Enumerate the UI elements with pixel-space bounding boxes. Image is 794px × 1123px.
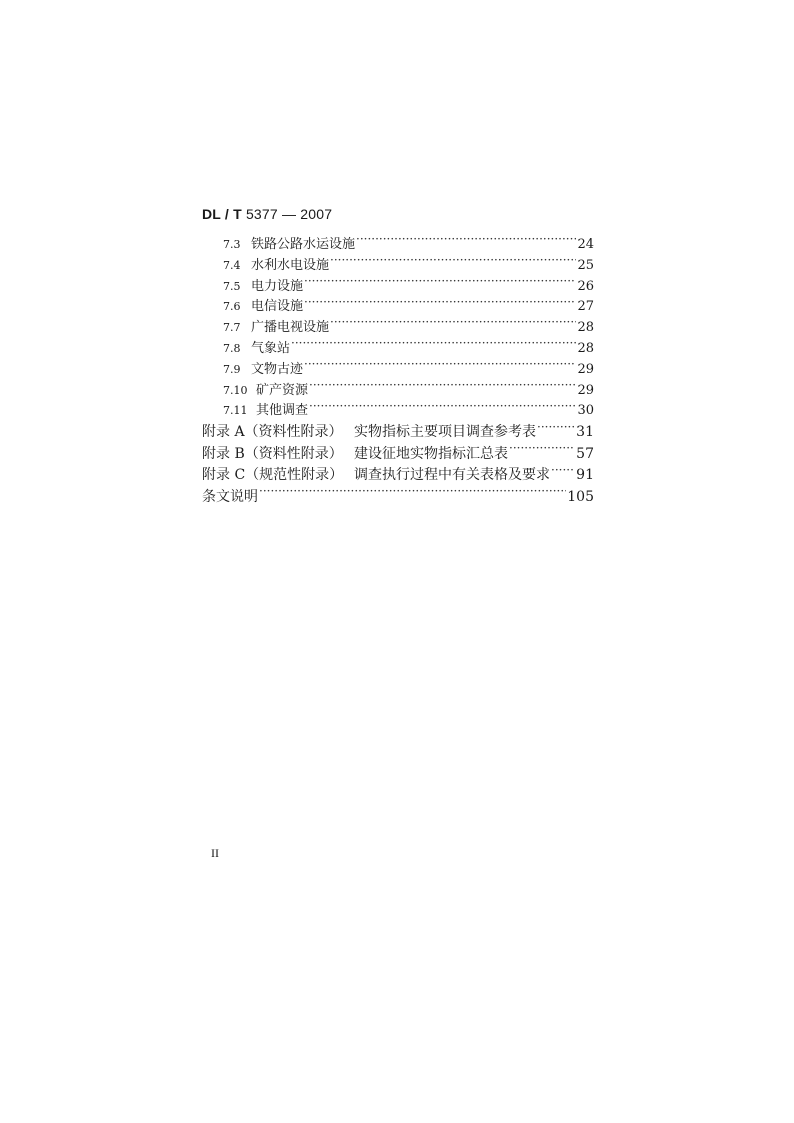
toc-dot-leader: [551, 465, 575, 479]
table-of-contents: [202, 235, 594, 508]
toc-section-number: 7.3: [223, 238, 241, 251]
toc-section-title: 电力设施: [251, 278, 304, 294]
toc-page-number: 24: [577, 237, 594, 252]
toc-page-number: 26: [577, 278, 594, 294]
toc-entry-7-10[interactable]: [202, 381, 594, 402]
toc-dot-leader: [304, 360, 576, 373]
toc-entry-7-5[interactable]: [202, 277, 594, 298]
toc-entry-7-9[interactable]: [202, 360, 594, 381]
toc-entry-appendix-a[interactable]: [202, 422, 594, 444]
toc-page-number: 25: [577, 257, 594, 273]
toc-page-number: 27: [577, 299, 594, 315]
toc-section-number: 7.7: [223, 321, 241, 335]
toc-page-number: 29: [577, 382, 594, 398]
toc-explanation-title: 条文说明: [202, 488, 258, 505]
toc-entry-explanation[interactable]: [202, 487, 594, 509]
toc-section-title: 广播电视设施: [251, 320, 330, 336]
toc-entry-7-3[interactable]: [202, 235, 594, 256]
toc-page-number: 91: [576, 467, 594, 484]
toc-appendix-title: 实物指标主要项目调查参考表: [354, 424, 536, 441]
toc-entry-7-11[interactable]: [202, 401, 594, 422]
toc-section-number: 7.4: [223, 258, 241, 272]
toc-dot-leader: [304, 277, 576, 290]
toc-section-title: 水利水电设施: [251, 257, 330, 273]
toc-section-title: 其他调查: [256, 403, 309, 419]
toc-section-number: 7.8: [223, 341, 241, 355]
toc-section-number: 7.10: [223, 383, 248, 397]
toc-appendix-title: 调查执行过程中有关表格及要求: [354, 467, 550, 484]
toc-section-number: 7.6: [223, 300, 241, 314]
toc-page-number: 29: [577, 361, 594, 377]
toc-section-title: 电信设施: [251, 299, 304, 315]
toc-dot-leader: [537, 422, 575, 436]
toc-dot-leader: [309, 401, 576, 414]
toc-entry-appendix-b[interactable]: [202, 444, 594, 466]
toc-page-number: 105: [567, 488, 594, 505]
toc-entry-7-8[interactable]: [202, 339, 594, 360]
standard-code: [202, 206, 332, 222]
toc-dot-leader: [309, 381, 576, 394]
toc-dot-leader: [509, 444, 575, 458]
toc-dot-leader: [259, 487, 566, 501]
toc-page-number: 28: [577, 340, 594, 356]
toc-appendix-label: 附录 A（资料性附录）: [202, 424, 343, 441]
toc-appendix-label: 附录 B（资料性附录）: [202, 445, 343, 462]
toc-page-number: 31: [576, 424, 594, 441]
toc-appendix-label: 附录 C（规范性附录）: [202, 467, 344, 484]
toc-section-title: 气象站: [251, 340, 291, 356]
standard-code-prefix: DL / T: [202, 206, 242, 222]
toc-appendix-title: 建设征地实物指标汇总表: [354, 445, 508, 462]
toc-section-number: 7.11: [223, 404, 248, 418]
toc-dot-leader: [330, 256, 576, 269]
toc-dot-leader: [304, 297, 576, 310]
standard-code-number: 5377 — 2007: [245, 206, 333, 222]
toc-section-title: 文物古迹: [251, 361, 304, 377]
toc-entry-7-7[interactable]: [202, 318, 594, 339]
toc-entry-7-4[interactable]: [202, 256, 594, 277]
toc-section-number: 7.5: [223, 279, 241, 293]
toc-dot-leader: [291, 339, 576, 352]
toc-dot-leader: [356, 235, 576, 248]
toc-entry-7-6[interactable]: [202, 297, 594, 318]
toc-section-number: 7.9: [223, 362, 241, 376]
toc-entry-appendix-c[interactable]: [202, 465, 594, 487]
toc-dot-leader: [330, 318, 576, 331]
toc-section-title: 矿产资源: [256, 382, 309, 398]
toc-section-title: 铁路公路水运设施: [251, 237, 356, 252]
page-number-folio: II: [211, 846, 219, 860]
toc-page-number: 30: [577, 403, 594, 419]
toc-page-number: 57: [576, 445, 594, 462]
toc-page-number: 28: [577, 320, 594, 336]
